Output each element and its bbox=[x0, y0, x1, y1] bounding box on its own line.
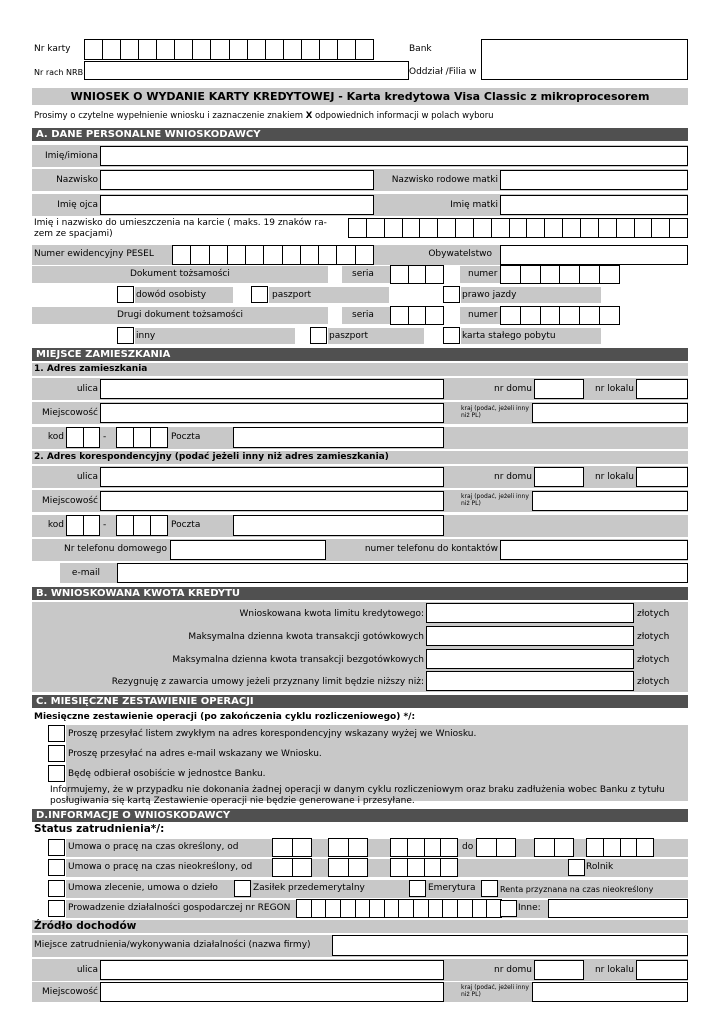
farmer-label: Rolnik bbox=[586, 862, 614, 872]
fixed-term-to-year[interactable] bbox=[586, 838, 654, 857]
employer-flat-no-label: nr lokalu bbox=[594, 965, 634, 975]
address1-heading: 1. Adres zamieszkania bbox=[34, 364, 148, 374]
corr-post-office-field[interactable] bbox=[233, 515, 444, 536]
employer-house-no-label: nr domu bbox=[494, 965, 532, 975]
home-phone-field[interactable] bbox=[170, 540, 326, 560]
farmer-checkbox[interactable] bbox=[568, 859, 585, 876]
post-office-field[interactable] bbox=[233, 427, 444, 448]
pesel-label: Numer ewidencyjny PESEL bbox=[34, 249, 154, 259]
id-card-label: dowód osobisty bbox=[136, 290, 207, 300]
corr-postcode-label: kod bbox=[47, 520, 64, 530]
pre-retirement-checkbox[interactable] bbox=[234, 880, 251, 897]
account-number-field[interactable] bbox=[84, 61, 409, 80]
citizenship-field[interactable] bbox=[500, 245, 688, 265]
fixed-term-to-label: do bbox=[462, 842, 474, 852]
second-series-label: seria bbox=[352, 310, 374, 320]
indefinite-from-day[interactable] bbox=[272, 858, 312, 877]
other-status-checkbox[interactable] bbox=[500, 900, 517, 917]
id-series-field[interactable] bbox=[390, 265, 444, 284]
income-source-heading: Źródło dochodów bbox=[34, 920, 137, 932]
surname-label: Nazwisko bbox=[56, 175, 98, 185]
contact-phone-label: numer telefonu do kontaktów bbox=[364, 544, 498, 554]
id-series-label: seria bbox=[352, 269, 374, 279]
branch-label: Oddział /Filia w bbox=[409, 67, 477, 77]
section-c-heading: C. MIESIĘCZNE ZESTAWIENIE OPERACJI bbox=[32, 695, 688, 708]
father-name-label: Imię ojca bbox=[57, 200, 98, 210]
residence-card-label: karta stałego pobytu bbox=[462, 331, 556, 341]
card-name-label: Imię i nazwisko do umieszczenia na karcie ( maks. 19 znaków ra-zem ze spacjami) bbox=[34, 218, 327, 239]
corr-country-note: kraj (podać, jeżeli inny niż PL) bbox=[461, 493, 529, 507]
id-number-label: numer bbox=[468, 269, 498, 279]
address2-heading: 2. Adres korespondencyjny (podać jeżeli inny niż adres zamieszkania) bbox=[34, 452, 389, 462]
indefinite-checkbox[interactable] bbox=[48, 859, 65, 876]
country-field[interactable] bbox=[532, 403, 688, 423]
other-doc-checkbox[interactable] bbox=[117, 327, 134, 344]
city-field[interactable] bbox=[100, 403, 444, 423]
statement-post-label: Proszę przesyłać listem zwykłym na adres korespondencyjny wskazany wyżej we Wniosku. bbox=[68, 729, 477, 739]
corr-flat-no-field[interactable] bbox=[636, 467, 688, 487]
flat-no-field[interactable] bbox=[636, 379, 688, 399]
section-d-heading: D.INFORMACJE O WNIOSKODAWCY bbox=[32, 809, 688, 822]
corr-city-field[interactable] bbox=[100, 491, 444, 511]
statement-note-line2: posługiwania się kartą Zestawienie operacji nie będzie generowane i przesyłane. bbox=[50, 796, 415, 806]
min-limit-unit: złotych bbox=[637, 677, 670, 687]
driving-license-checkbox[interactable] bbox=[443, 286, 460, 303]
mother-maiden-field[interactable] bbox=[500, 170, 688, 190]
employer-country-note: kraj (podać, jeżeli inny niż PL) bbox=[461, 984, 529, 998]
fixed-term-from-day[interactable] bbox=[272, 838, 312, 857]
house-no-field[interactable] bbox=[534, 379, 584, 399]
corr-street-field[interactable] bbox=[100, 467, 444, 487]
pesel-field[interactable] bbox=[172, 245, 374, 265]
section-a-heading: A. DANE PERSONALNE WNIOSKODAWCY bbox=[32, 128, 688, 141]
residence-card-checkbox[interactable] bbox=[443, 327, 460, 344]
cash-limit-field[interactable] bbox=[426, 626, 634, 646]
disability-label: Renta przyznana na czas nieokreślony bbox=[500, 885, 654, 894]
corr-house-no-label: nr domu bbox=[494, 472, 532, 482]
id-document-label: Dokument tożsamości bbox=[130, 269, 230, 279]
id-card-checkbox[interactable] bbox=[117, 286, 134, 303]
statement-branch-checkbox[interactable] bbox=[48, 765, 65, 782]
postcode-label: kod bbox=[47, 432, 64, 442]
citizenship-label: Obywatelstwo bbox=[428, 249, 492, 259]
mother-name-field[interactable] bbox=[500, 195, 688, 215]
other-doc-label: inny bbox=[136, 331, 156, 341]
corr-city-label: Miejscowość bbox=[42, 496, 98, 506]
business-label: Prowadzenie działalności gospodarczej nr REGON bbox=[68, 903, 291, 913]
corr-postcode-part2-field[interactable] bbox=[116, 515, 168, 536]
cash-limit-label: Maksymalna dzienna kwota transakcji gotówkowych bbox=[188, 632, 424, 642]
form-title: WNIOSEK O WYDANIE KARTY KREDYTOWEJ - Karta kredytowa Visa Classic z mikroprocesorem bbox=[70, 90, 650, 103]
second-passport-checkbox[interactable] bbox=[310, 327, 327, 344]
fixed-term-label: Umowa o pracę na czas określony, od bbox=[68, 842, 239, 852]
statement-post-checkbox[interactable] bbox=[48, 725, 65, 742]
fixed-term-from-month[interactable] bbox=[328, 838, 368, 857]
passport-checkbox[interactable] bbox=[251, 286, 268, 303]
bank-label: Bank bbox=[409, 44, 432, 54]
email-label: e-mail bbox=[71, 568, 100, 578]
employer-field[interactable] bbox=[332, 935, 688, 956]
passport-label: paszport bbox=[272, 290, 312, 300]
min-limit-label: Rezygnuję z zawarcia umowy jeżeli przyznany limit będzie niższy niż: bbox=[111, 677, 424, 687]
contact-phone-field[interactable] bbox=[500, 540, 688, 560]
mandate-label: Umowa zlecenie, umowa o dzieło bbox=[68, 883, 218, 893]
pension-label: Emerytura bbox=[428, 883, 476, 893]
post-office-label: Poczta bbox=[171, 432, 201, 442]
country-note: kraj (podać, jeżeli inny niż PL) bbox=[461, 405, 529, 419]
flat-no-label: nr lokalu bbox=[594, 384, 634, 394]
corr-postcode-dash: - bbox=[103, 520, 107, 530]
employer-street-field[interactable] bbox=[100, 960, 444, 980]
cashless-limit-label: Maksymalna dzienna kwota transakcji bezgotówkowych bbox=[172, 655, 424, 665]
business-checkbox[interactable] bbox=[48, 900, 65, 917]
account-number-label: Nr rach NRB bbox=[34, 68, 84, 77]
other-status-label: Inne: bbox=[518, 903, 541, 913]
fixed-term-from-year[interactable] bbox=[390, 838, 458, 857]
mother-name-label: Imię matki bbox=[450, 200, 498, 210]
card-name-field[interactable] bbox=[348, 218, 688, 238]
mandate-checkbox[interactable] bbox=[48, 880, 65, 897]
cash-limit-unit: złotych bbox=[637, 632, 670, 642]
corr-postcode-part1-field[interactable] bbox=[66, 515, 100, 536]
corr-country-field[interactable] bbox=[532, 491, 688, 511]
indefinite-from-year[interactable] bbox=[390, 858, 458, 877]
credit-limit-field[interactable] bbox=[426, 603, 634, 623]
section-b-heading: B. WNIOSKOWANA KWOTA KREDYTU bbox=[32, 587, 688, 600]
surname-field[interactable] bbox=[100, 170, 374, 190]
second-series-field[interactable] bbox=[390, 306, 444, 325]
bank-field[interactable] bbox=[481, 39, 688, 80]
employer-city-label: Miejscowość bbox=[42, 987, 98, 997]
card-number-field[interactable] bbox=[84, 39, 374, 60]
fixed-term-to-day[interactable] bbox=[476, 838, 516, 857]
corr-street-label: ulica bbox=[76, 472, 98, 482]
postcode-part1-field[interactable] bbox=[66, 427, 100, 448]
street-label: ulica bbox=[76, 384, 98, 394]
employer-flat-no-field[interactable] bbox=[636, 960, 688, 980]
home-phone-label: Nr telefonu domowego bbox=[64, 544, 167, 554]
postcode-part2-field[interactable] bbox=[116, 427, 168, 448]
second-number-label: numer bbox=[468, 310, 498, 320]
employment-status-heading: Status zatrudnienia*/: bbox=[34, 823, 165, 835]
statement-subheading: Miesięczne zestawienie operacji (po zakończenia cyklu rozliczeniowego) */: bbox=[34, 712, 416, 722]
regon-field[interactable] bbox=[296, 899, 502, 918]
cashless-limit-field[interactable] bbox=[426, 649, 634, 669]
mother-maiden-label: Nazwisko rodowe matki bbox=[391, 175, 498, 185]
employer-house-no-field[interactable] bbox=[534, 960, 584, 980]
statement-email-checkbox[interactable] bbox=[48, 745, 65, 762]
other-status-field[interactable] bbox=[548, 899, 688, 918]
id-number-field[interactable] bbox=[500, 265, 620, 284]
credit-limit-label: Wnioskowana kwota limitu kredytowego: bbox=[239, 609, 424, 619]
disability-checkbox[interactable] bbox=[481, 880, 498, 897]
house-no-label: nr domu bbox=[494, 384, 532, 394]
fixed-term-to-month[interactable] bbox=[534, 838, 574, 857]
second-passport-label: paszport bbox=[329, 331, 369, 341]
street-field[interactable] bbox=[100, 379, 444, 399]
postcode-dash: - bbox=[103, 432, 107, 442]
instruction: Prosimy o czytelne wypełnienie wniosku i zaznaczenie znakiem X odpowiednich informacji w polach wyboru bbox=[34, 111, 494, 121]
driving-license-label: prawo jazdy bbox=[462, 290, 517, 300]
employer-city-field[interactable] bbox=[100, 982, 444, 1002]
residence-heading: MIEJSCE ZAMIESZKANIA bbox=[32, 348, 688, 361]
second-document-label: Drugi dokument tożsamości bbox=[117, 310, 244, 320]
indefinite-label: Umowa o pracę na czas nieokreślony, od bbox=[68, 862, 253, 872]
corr-house-no-field[interactable] bbox=[534, 467, 584, 487]
employer-label: Miejsce zatrudnienia/wykonywania działalności (nazwa firmy) bbox=[34, 940, 311, 950]
father-name-field[interactable] bbox=[100, 195, 374, 215]
cashless-limit-unit: złotych bbox=[637, 655, 670, 665]
second-number-field[interactable] bbox=[500, 306, 620, 325]
corr-flat-no-label: nr lokalu bbox=[594, 472, 634, 482]
employer-country-field[interactable] bbox=[532, 982, 688, 1002]
indefinite-from-month[interactable] bbox=[328, 858, 368, 877]
card-number-label: Nr karty bbox=[34, 44, 71, 54]
pension-checkbox[interactable] bbox=[409, 880, 426, 897]
email-field[interactable] bbox=[117, 563, 688, 583]
first-names-label: Imię/imiona bbox=[45, 151, 98, 161]
city-label: Miejscowość bbox=[42, 408, 98, 418]
first-names-field[interactable] bbox=[100, 146, 688, 166]
corr-post-office-label: Poczta bbox=[171, 520, 201, 530]
statement-note-line1: Informujemy, że w przypadku nie dokonania żadnej operacji w danym cyklu rozliczeniowym oraz braku zadłużenia wobec Banku z tytułu bbox=[50, 785, 665, 795]
pre-retirement-label: Zasiłek przedemerytalny bbox=[253, 883, 365, 893]
fixed-term-checkbox[interactable] bbox=[48, 839, 65, 856]
credit-limit-unit: złotych bbox=[637, 609, 670, 619]
min-limit-field[interactable] bbox=[426, 671, 634, 691]
employer-street-label: ulica bbox=[76, 965, 98, 975]
statement-branch-label: Będę odbierał osobiście w jednostce Banku. bbox=[68, 769, 266, 779]
statement-email-label: Proszę przesyłać na adres e-mail wskazany we Wniosku. bbox=[68, 749, 322, 759]
